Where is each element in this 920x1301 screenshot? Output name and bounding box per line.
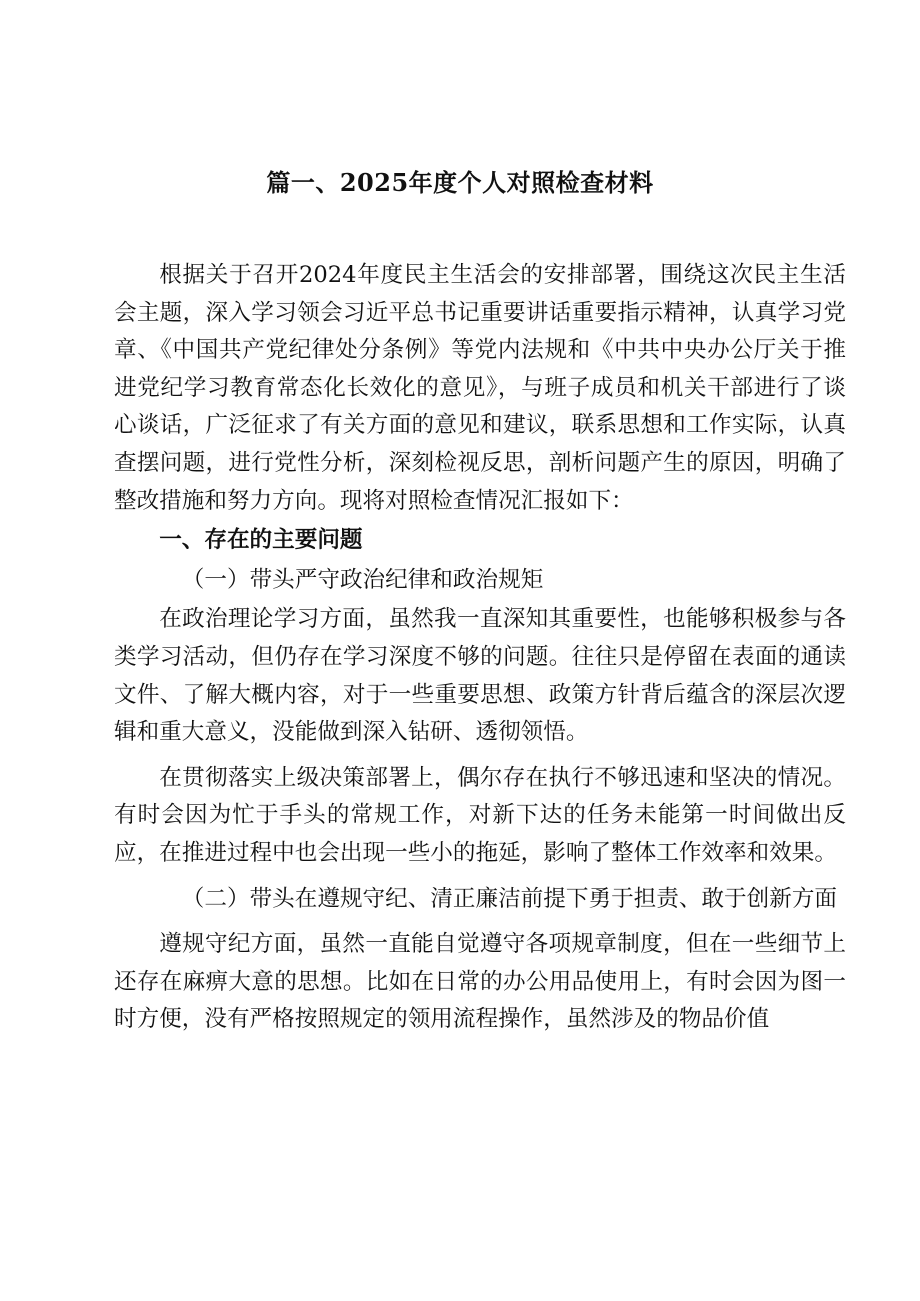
section-heading-main-problems: 一、存在的主要问题 — [159, 527, 363, 554]
subsection-heading-integrity-innovation: （二）带头在遵规守纪、清正廉洁前提下勇于担责、敢于创新方面 — [181, 885, 838, 912]
paragraph-theory-study: 在政治理论学习方面，虽然我一直深知其重要性，也能够积极参与各类学习活动，但仍存在学习深度不够的问题。往往只是停留在表面的通读文件、了解大概内容，对于一些重要思想、政策方针背后蕴含的深层次逻辑和重大意义，没能做到深入钻研、透彻领悟。 — [114, 606, 846, 746]
intro-paragraph: 根据关于召开2024年度民主生活会的安排部署，围绕这次民主生活会主题，深入学习领会习近平总书记重要讲话重要指示精神，认真学习党章、《中国共产党纪律处分条例》等党内法规和《中共中央办公厅关于推进党纪学习教育常态化长效化的意见》，与班子成员和机关干部进行了谈心谈话，广泛征求了有关方面的意见和建议，联系思想和工作实际，认真查摆问题，进行党性分析，深刻检视反思，剖析问题产生的原因，明确了整改措施和努力方向。现将对照检查情况汇报如下： — [114, 262, 846, 514]
paragraph-rule-compliance: 遵规守纪方面，虽然一直能自觉遵守各项规章制度，但在一些细节上还存在麻痹大意的思想。比如在日常的办公用品使用上，有时会因为图一时方便，没有严格按照规定的领用流程操作，虽然涉及的物品价值 — [114, 931, 846, 1033]
subsection-heading-political-discipline: （一）带头严守政治纪律和政治规矩 — [181, 566, 544, 593]
document-title: 篇一、2025年度个人对照检查材料 — [266, 168, 654, 197]
document-body — [114, 257, 846, 1039]
paragraph-implementation: 在贯彻落实上级决策部署上，偶尔存在执行不够迅速和坚决的情况。有时会因为忙于手头的常规工作，对新下达的任务未能第一时间做出反应，在推进过程中也会出现一些小的拖延，影响了整体工作效率和效果。 — [114, 764, 846, 866]
